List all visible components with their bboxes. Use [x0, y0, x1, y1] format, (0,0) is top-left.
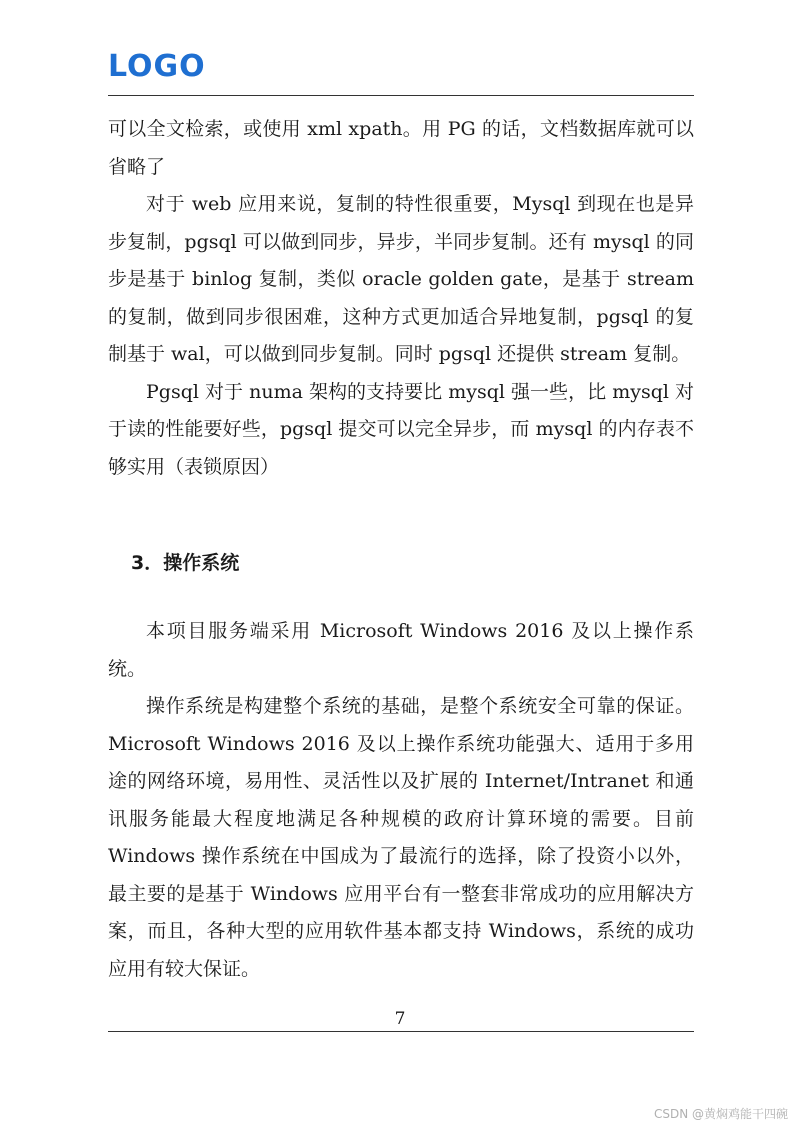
- paragraph: 对于 web 应用来说，复制的特性很重要，Mysql 到现在也是异步复制，pgsql 可以做到同步，异步，半同步复制。还有 mysql 的同步是基于 binlog 复制，类似 oracle golden gate，是基于 stream 的复制，做到同步很困难，这种方式更加适合异地复制，pgsql 的复制基于 wal，可以做到同步复制。同时 pgsql 还提供 stream 复制。: [108, 193, 694, 365]
- header-divider: [108, 95, 694, 96]
- footer-divider: [108, 1031, 694, 1032]
- paragraph: 本项目服务端采用 Microsoft Windows 2016 及以上操作系统。: [108, 620, 694, 680]
- document-body-top: [108, 111, 694, 486]
- watermark: CSDN @黄焖鸡能干四碗: [653, 1107, 788, 1121]
- logo: LOGO: [108, 49, 206, 84]
- section-heading: 3．操作系统: [131, 552, 240, 574]
- document-body-bottom: [108, 613, 694, 988]
- page-number: 7: [394, 1009, 406, 1029]
- paragraph: Pgsql 对于 numa 架构的支持要比 mysql 强一些，比 mysql 对于读的性能要好些，pgsql 提交可以完全异步，而 mysql 的内存表不够实用（表锁原因）: [108, 380, 694, 478]
- paragraph: 可以全文检索，或使用 xml xpath。用 PG 的话，文档数据库就可以省略了: [108, 118, 694, 178]
- paragraph: 操作系统是构建整个系统的基础，是整个系统安全可靠的保证。Microsoft Windows 2016 及以上操作系统功能强大、适用于多用途的网络环境，易用性、灵活性以及扩展的 Internet/Intranet 和通讯服务能最大程度地满足各种规模的政府计算环境的需要。目前 Windows 操作系统在中国成为了最流行的选择，除了投资小以外，最主要的是基于 Windows 应用平台有一整套非常成功的应用解决方案，而且，各种大型的应用软件基本都支持 Windows，系统的成功应用有较大保证。: [108, 695, 694, 980]
